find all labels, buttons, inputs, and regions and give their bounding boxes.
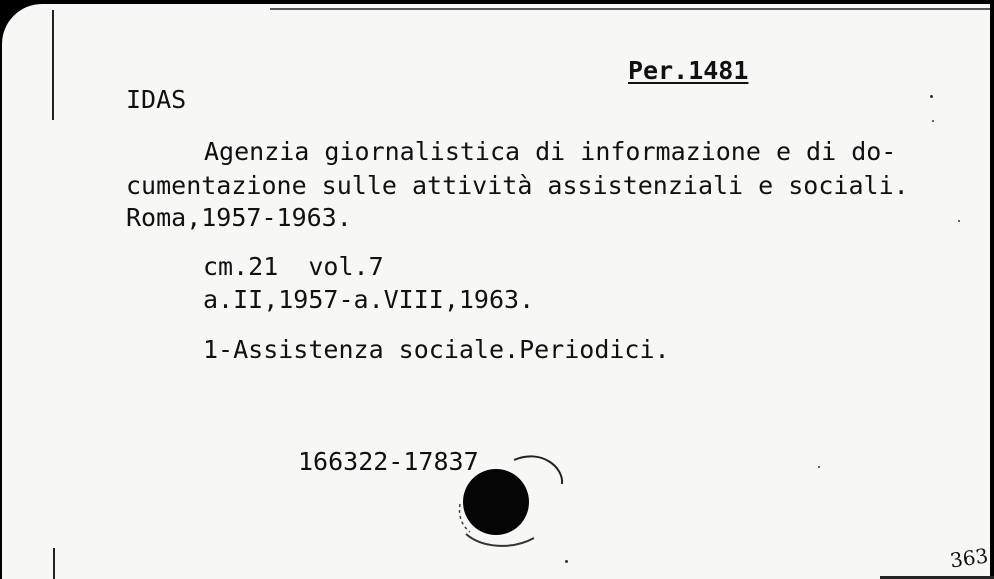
left-margin-rule: [52, 10, 54, 120]
speck: [958, 220, 960, 222]
subject-heading: 1-Assistenza sociale.Periodici.: [203, 335, 670, 364]
speck: [932, 120, 934, 122]
inventory-number: 166322-17837: [298, 447, 479, 476]
handwritten-number: 363: [948, 543, 990, 573]
shelfmark: Per.1481: [628, 56, 749, 85]
left-margin-rule-lower: [53, 548, 55, 579]
description-line-3: Roma,1957-1963.: [126, 203, 352, 232]
physical-line-1: cm.21 vol.7: [203, 252, 384, 281]
card-heading: IDAS: [126, 85, 187, 114]
top-edge-rule: [270, 8, 990, 10]
punch-hole-mark: [452, 446, 572, 556]
speck: [818, 466, 820, 468]
description-line-2: cumentazione sulle attività assistenziali e sociali.: [126, 171, 909, 200]
speck: [565, 560, 568, 563]
physical-line-2: a.II,1957-a.VIII,1963.: [203, 285, 535, 314]
description-line-1: Agenzia giornalistica di informazione e di do-: [204, 137, 897, 166]
speck: [930, 95, 933, 98]
